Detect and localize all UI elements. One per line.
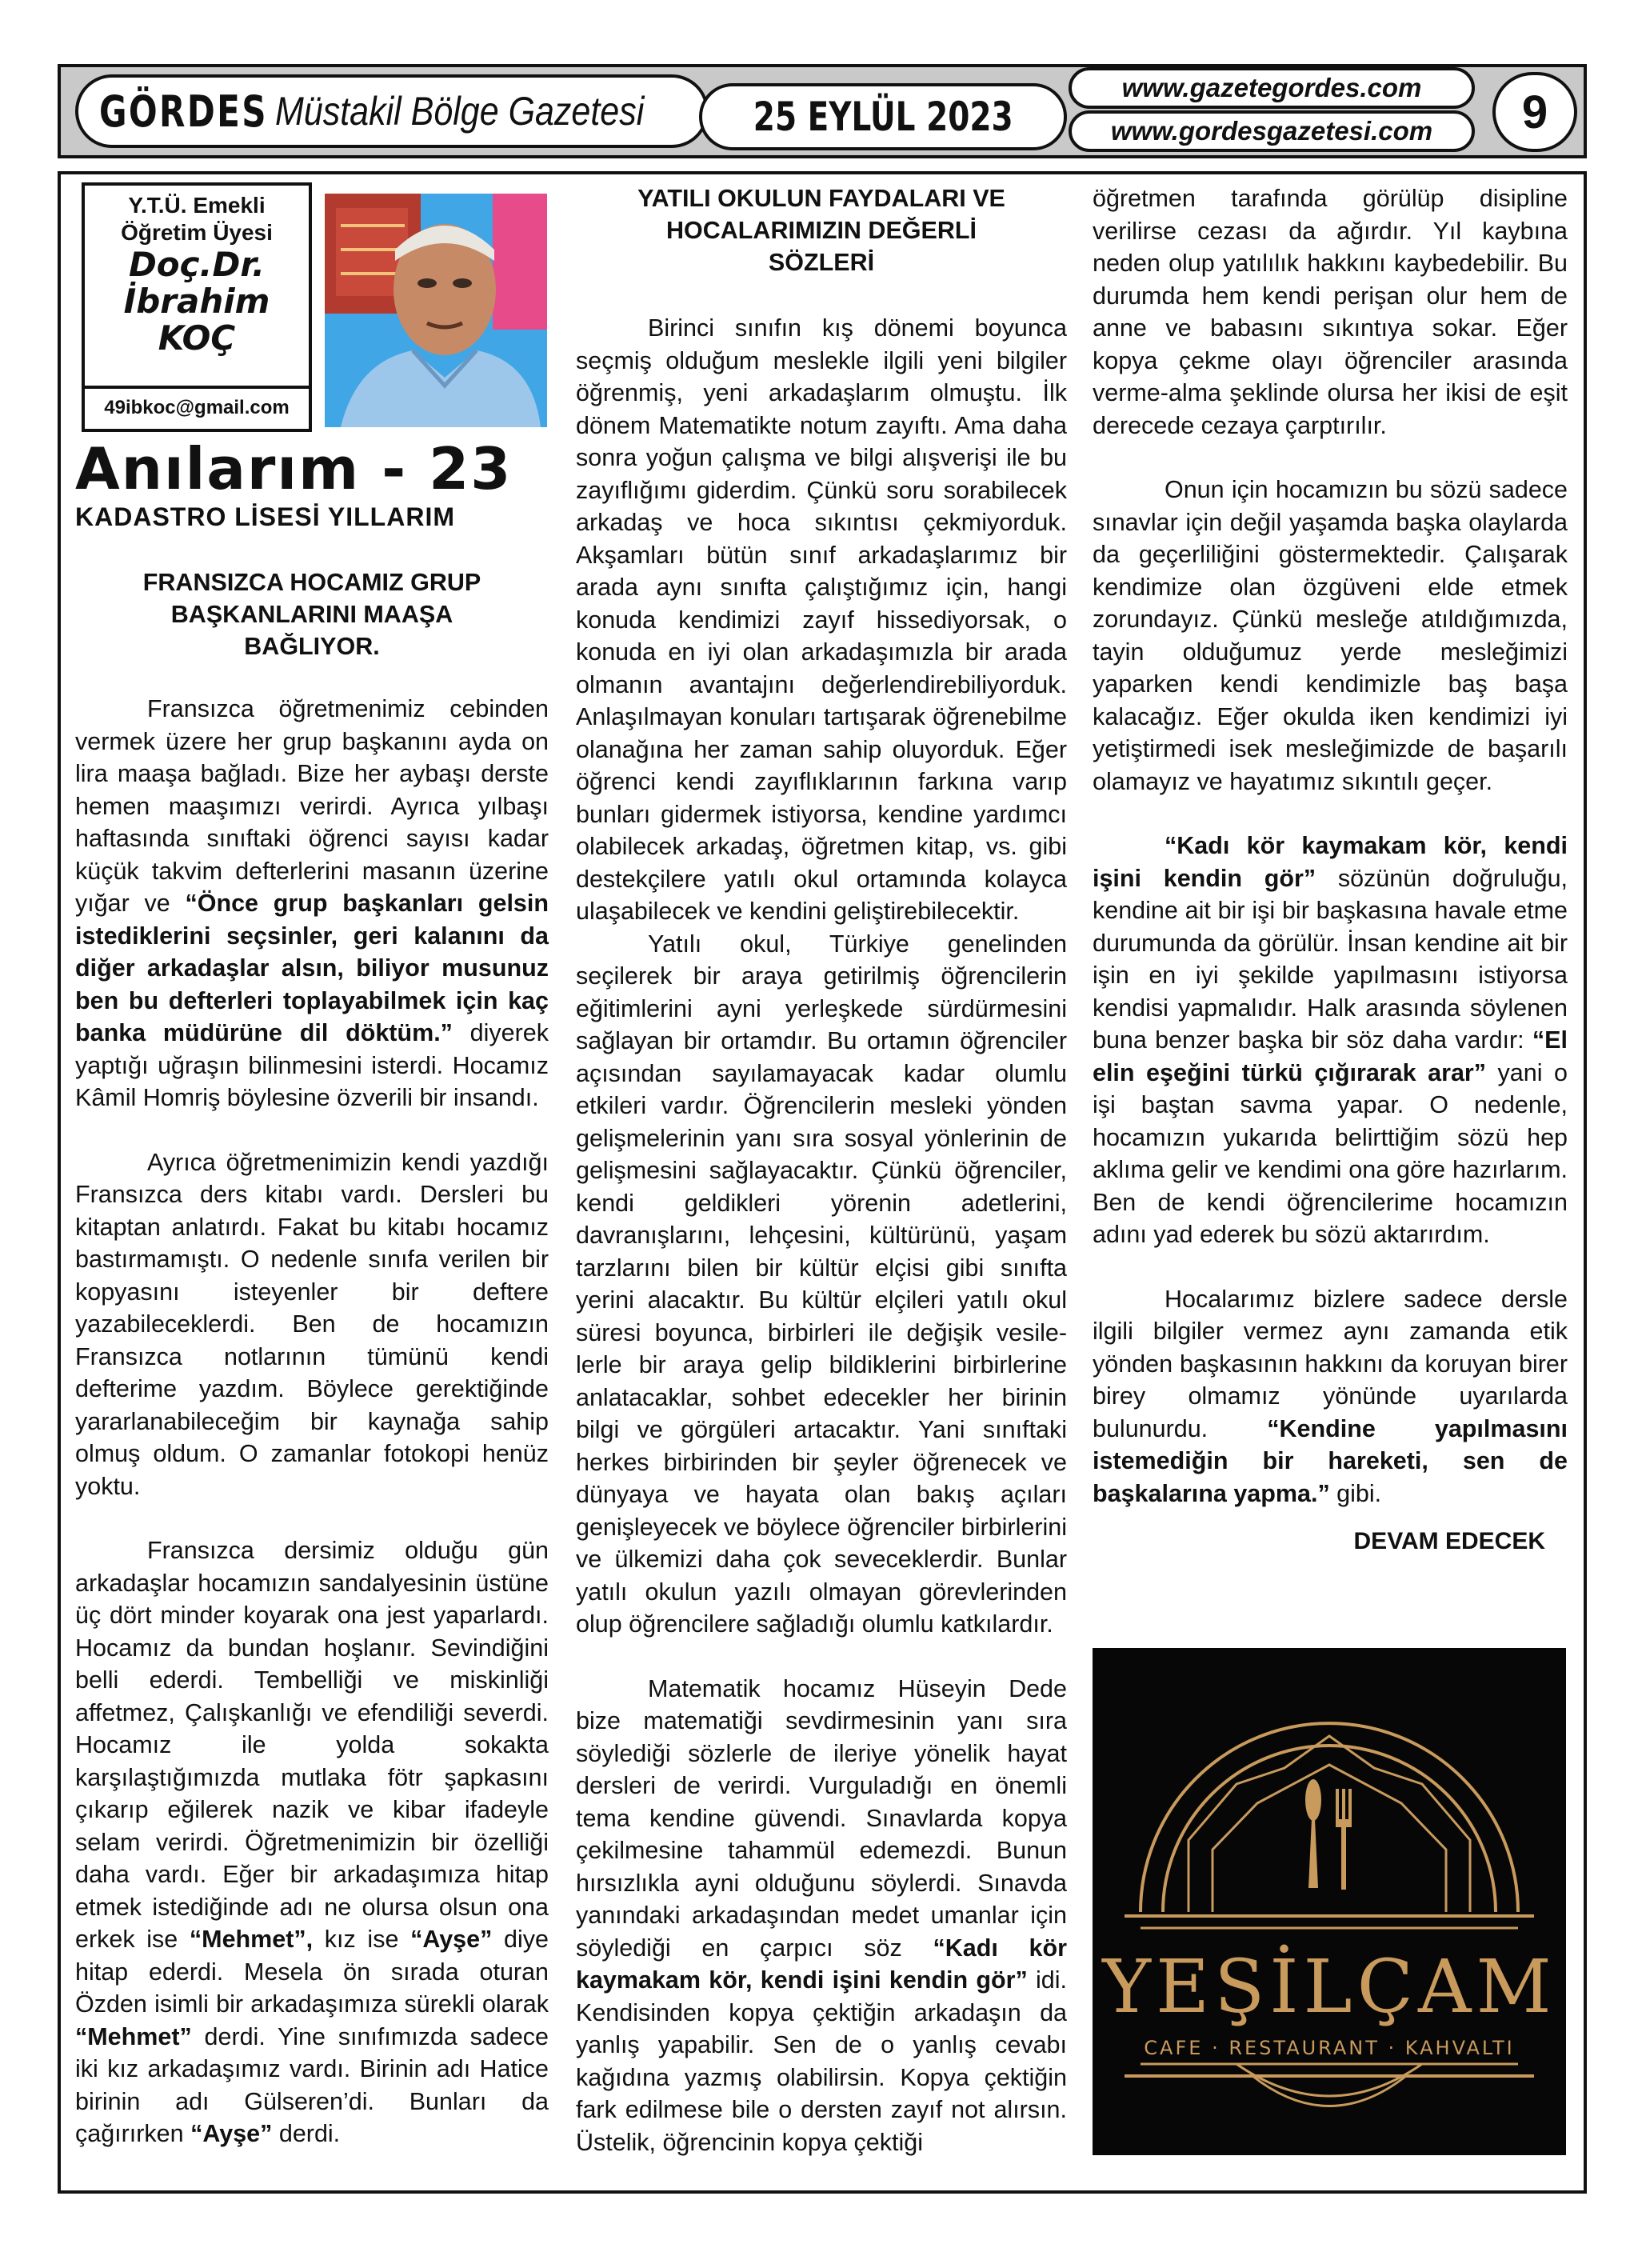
quote-bold: “El elin eşeğini türkü çığırarak arar”: [1093, 1026, 1568, 1086]
section-heading-1: FRANSIZCA HOCAMIZ GRUP BAŞKANLARINI MAAŞA BAĞLIYOR.: [142, 569, 481, 660]
quote-bold: “Ayşe”: [410, 1926, 493, 1953]
author-photo: [325, 194, 547, 427]
author-last-name: KOÇ: [158, 318, 236, 358]
column-2: [576, 182, 1067, 2158]
ad-brand-name: YEŞİLÇAM: [1102, 1944, 1556, 2030]
text-run: idi. Kendisinden kopya çektiğin arkadaşın da yanlış yapabilir. Sen de o yanlış cevabı kağıdına yazmış olabilirsin. Kopya çektiğin fark edilmese bile o dersten zayıf not alırsın. Üstelik, öğrencinin kopya çektiği: [576, 1966, 1067, 2156]
text-run: kız ise: [313, 1926, 411, 1953]
paragraph-c1-3: [75, 1534, 549, 2150]
author-first-name: İbrahim: [123, 282, 270, 321]
series-title: Anılarım - 23: [75, 435, 513, 502]
url-pill-2: [1069, 110, 1475, 152]
author-email[interactable]: 49ibkoc@gmail.com: [85, 386, 309, 425]
masthead: [58, 64, 1587, 158]
paragraph-c2-1: Birinci sınıfın kış dönemi boyunca seçmiş olduğum meslekle ilgili yeni bilgiler öğrenmiş, yeni arkadaşlarım olmuştu. İlk dönem Matematikte notum zayıftı. Ama daha sonra yoğun çalışma ve bilgi alışverişi ile bu zayıflığımı giderdim. Çünkü soru sorabilecek arkadaş ve hoca sıkıntısı çekmiyorduk. Akşamları bütün sınıf arkadaşlarımız bir arada aynı sınıfta çalıştığımız için, hangi konuda kendimizi zayıf hissediyorsak, o konuda en iyi olan arkadaşımızla bir arada olmanın avantajını değerlendirebiliyorduk. Anlaşılmayan konuları tartışarak öğrenebilme olanağına her zaman sahip oluyorduk. Eğer öğrenci kendi zayıflıklarının farkına varıp bunları gidermek istiyorsa, kendine yardımcı olabilecek arkadaş, öğretmen kitap, vs. gibi destekçilere yatılı okul ortamında kolayca ulaşabilecek ve kendini geliştirebilecektir.: [576, 314, 1067, 925]
author-portrait-image: [325, 194, 547, 427]
ad-tagline: CAFE · RESTAURANT · KAHVALTI: [1144, 2037, 1515, 2059]
page-number: 9: [1521, 86, 1548, 138]
quote-bold: “Ayşe”: [190, 2120, 273, 2147]
quote-bold: “Önce grup başkanları gelsin istediklerini seçsinler, geri kalanını da diğer arkadaşlar alsın, biliyor musunuz ben bu defterleri toplayabilmek için kaç banka müdürüne dil döktüm.”: [75, 890, 549, 1046]
text-run: Fransızca dersimiz olduğu gün arkadaşlar hocamızın sandalyesinin üstüne üç dört minder koyarak ona jest yaparlardı. Hocamız da bundan hoşlanır. Sevindiğini belli ederdi. Tembelliği ve miskinliği affetmez, Çalışkanlığı ve efendiliği severdi. Hocamız ile yolda sokakta karşılaştığımızda mutlaka fötr şapkasını çıkarıp eğilerek nazik ve kibar ifadeyle selam verirdi. Öğretmenimizin bir özelliği daha vardı. Eğer bir arkadaşımıza hitap etmek istediğinde adı ne olursa olsun ona erkek ise: [75, 1537, 549, 1953]
author-title-2: Öğretim Üyesi: [121, 220, 273, 245]
website-url-2[interactable]: www.gordesgazetesi.com: [1110, 116, 1433, 146]
newspaper-name: GÖRDES: [99, 86, 268, 137]
text-run: Matematik hocamız Hüseyin Dede bize matematiği sevdirmesinin yanı sıra söylediği sözlerle de ileriye yönelik hayat dersleri de verirdi. Vurguladığı en önemli tema kendine güvendi. Sınavlarda kopya çekilmesine tahammül edemezdi. Bunun hırsızlıkla ayni olduğunu söylerdi. Sınavda yanındaki arkadaşından medet umanlar için söylediği en çarpıcı söz: [576, 1674, 1067, 1962]
page-number-pill: [1492, 72, 1577, 152]
paragraph-c3-2: Onun için hocamızın bu sözü sadece sınavlar için değil yaşamda başka olaylarda da geçerliliğini göstermektedir. Çalışarak kendimize olan özgüveni elde etmek zorundayız. Çünkü mesleğe atıldığımızda, tayin olduğumuz yerde mesleğimizi yaparken kendi kendimizle baş başa kalacağız. Eğer okulda iken kendimizi iyi yetiştirmedi isek mesleğimizde de başarılı olamayız ve hayatımız sıkıntılı geçer.: [1093, 476, 1568, 795]
yesilcam-logo: [1093, 1648, 1566, 2155]
quote-bold: “Mehmet”: [75, 2022, 192, 2050]
section-heading-2: YATILI OKULUN FAYDALARI VE HOCALARIMIZIN DEĞERLİ SÖZLERİ: [637, 185, 1005, 276]
url-pill-1: [1069, 67, 1475, 109]
column-1: [75, 182, 549, 2150]
text-run: sözünün doğruluğu, kendine ait bir işi bir başkasına havale etme durumunda da görülür. İnsan kendine ait bir işin en iyi şekilde yapılmasını istiyorsa kendisi yapmalıdır. Halk arasında söylenen buna benzer başka bir söz daha vardır:: [1093, 864, 1568, 1054]
author-degree: Doç.Dr.: [128, 245, 266, 284]
text-run: Hocalarımız bizlere sadece dersle ilgili bilgiler vermez aynı zamanda etik yönden başkasının hakkını da koruyan birer birey olmamız yönünde uyarılarda bulunurdu.: [1093, 1285, 1568, 1442]
logo-outer-arch: [1141, 1723, 1518, 1912]
quote-bold: “Kadı kör kaymakam kör, kendi işini kendin gör”: [576, 1934, 1067, 1994]
paragraph-c2-3: [576, 1673, 1067, 2159]
paragraph-c3-1: öğretmen tarafında görülüp disipline verilirse cezası da ağırdır. Yıl kaybına neden olup yatılılık hakkını kaybedebilir. Bu durumda hem kendi perişan olur hem de anne ve babasını sıkıntıya sokar. Eğer kopya çekme olayı öğrenciler arasında verme-alma şeklinde olursa her ikisi de eşit derecede cezaya çarptırılır.: [1093, 185, 1568, 439]
text-run: diye hitap ederdi. Mesela ön sırada oturan Özden isimli bir arkadaşımıza sürekli olarak: [75, 1926, 549, 2018]
advertisement[interactable]: [1093, 1648, 1566, 2155]
continued-label: DEVAM EDECEK: [1353, 1528, 1545, 1554]
author-card: [82, 182, 312, 432]
text-run: Fransızca öğretmenimiz cebinden vermek üzere her grup başkanını ayda on lira maaşa bağladı. Bize her aybaşı derste hemen maaşımızı verirdi. Ayrıca yılbaşı haftasında sınıftaki öğrenci sayısı kadar küçük takvim defterlerini masanın üzerine yığar ve: [75, 695, 549, 917]
series-subtitle: KADASTRO LİSESİ YILLARIM: [75, 502, 455, 531]
text-run: gibi.: [1329, 1479, 1382, 1507]
author-box: [75, 182, 549, 437]
paragraph-c1-1: [75, 693, 549, 1114]
paragraph-c3-4: [1093, 1283, 1568, 1510]
date-pill: [699, 83, 1067, 150]
text-run: diyerek yaptığı uğraşın bilinmesini isterdi. Hocamız Kâmil Homriş böylesine özverili bir insandı.: [75, 1019, 549, 1111]
cutlery-icon: [1305, 1779, 1352, 1890]
author-title-1: Y.T.Ü. Emekli: [128, 193, 266, 218]
newspaper-subtitle: Müstakil Bölge Gazetesi: [275, 89, 645, 134]
quote-bold: “Kadı kör kaymakam kör, kendi işini kendin gör”: [1093, 832, 1568, 892]
paragraph-c2-2: Yatılı okul, Türkiye genelinden seçilerek bir araya getirilmiş öğrencilerin eğitimlerini ayni yerleşkede sürdürmesini sağlayan bir ortamdır. Bu ortamın öğrenciler açısından sayılamayacak kadar olumlu etkileri vardır. Öğrencilerin mesleki yönden gelişmelerinin yanı sıra sosyal yönlerinin de gelişmesini sağlayacaktır. Çünkü öğrenciler, kendi geldikleri yörenin adetlerini, davranışlarını, lehçesini, kültürünü, yaşam tarzlarını bilen bir kültür elçisi gibi sınıfta yerini alacaktır. Bu kültür elçileri yatılı okul süresi boyunca, birbirleri ile değişik vesile-lerle bir araya gelip bildiklerini birbirlerine anlatacaklar, sohbet edecekler her birinin bilgi ve görgüleri artacaktır. Yani sınıftaki herkes birbirinden bir şeyler öğrenecek ve dünyaya ve hayata olan bakış açıları genişleyecek ve böylece öğrenciler birbirlerini ve ülkemizi daha çok seveceklerdir. Bunlar yatılı okulun yazılı olmayan görevlerinden olup öğrencilere sağladığı olumlu katkılardır.: [576, 930, 1067, 1638]
paragraph-c1-2: Ayrıca öğretmenimizin kendi yazdığı Fransızca ders kitabı vardı. Dersleri bu kitaptan anlatırdı. Fakat bu kitabı hocamız bastırmamıştı. O nedenle sınıfa verilen bir kopyasını isteyenler bir deftere yazabileceklerdi. Ben de hocamızın Fransızca notlarının tümünü kendi defterime yazdım. Böylece gerektiğinde yararlanabileceğim bir kaynağa sahip olmuş oldum. O zamanlar fotokopi henüz yoktu.: [75, 1148, 549, 1500]
text-run: derdi. Yine sınıfımızda sadece iki kız arkadaşımız vardı. Birinin adı Hatice birinin adı Gülseren’di. Bunları da çağırırken: [75, 2022, 549, 2147]
text-run: yani o işi baştan savma yapar. O nedenle, hocamızın yukarıda belirttiğim sözü hep aklıma gelir ve kendimi ona göre hazırlarım. Ben de kendi öğrencilerime hocamızın adını yad ederek bu sözü aktarırdım.: [1093, 1058, 1568, 1248]
issue-date: 25 EYLÜL 2023: [753, 94, 1013, 140]
quote-bold: “Mehmet”,: [189, 1926, 314, 1953]
text-run: derdi.: [272, 2120, 341, 2147]
column-3: [1093, 182, 1568, 1558]
paragraph-c3-3: [1093, 830, 1568, 1251]
website-url-1[interactable]: www.gazetegordes.com: [1121, 73, 1422, 102]
quote-bold: “Kendine yapılmasını istemediğin bir hareketi, sen de başkalarına yapma.”: [1093, 1414, 1568, 1507]
brand-pill: [75, 74, 709, 148]
